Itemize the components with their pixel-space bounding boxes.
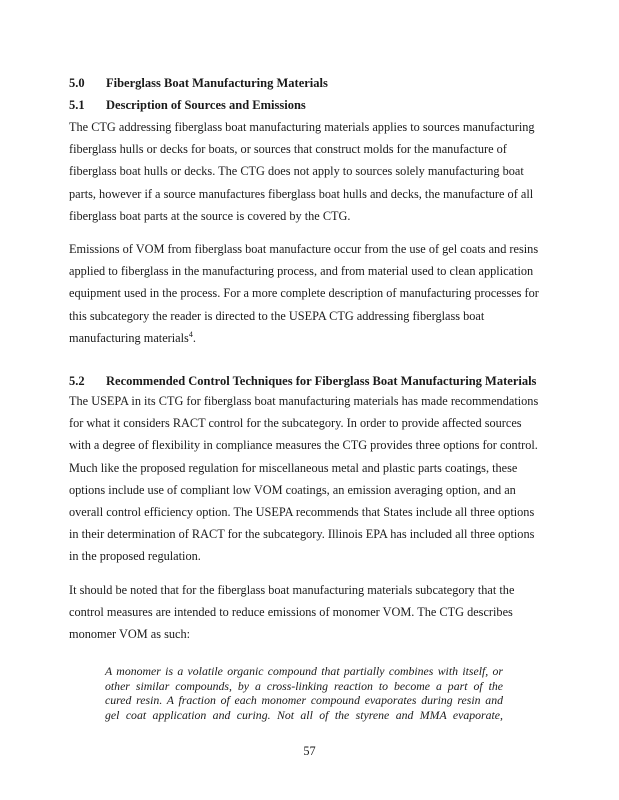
text-line: parts, however if a source manufactures fiberglass boat hulls and decks, the manufacture of all	[69, 186, 534, 201]
section-5-2-paragraph-1	[69, 390, 539, 568]
quote-line: gel coat application and curing. Not all of the styrene and MMA evaporate,	[105, 707, 503, 722]
section-5-2-heading	[69, 374, 536, 389]
section-number: 5.1	[69, 98, 85, 112]
text-line: options include use of compliant low VOM coatings, an emission averaging option, and an	[69, 482, 516, 497]
text-line: control measures are intended to reduce emissions of monomer VOM. The CTG describes	[69, 605, 513, 620]
text-line: It should be noted that for the fiberglass boat manufacturing materials subcategory that the	[69, 583, 515, 597]
text-line: fiberglass hulls or decks for boats, or sources that construct molds for the manufacture of	[69, 142, 507, 157]
text-line: this subcategory the reader is directed to the USEPA CTG addressing fiberglass boat	[69, 308, 485, 323]
text-line: fiberglass boat parts at the source is covered by the CTG.	[69, 208, 351, 223]
section-5-1-heading	[69, 98, 306, 113]
section-title: Description of Sources and Emissions	[106, 98, 306, 112]
section-number: 5.0	[69, 76, 85, 90]
text-line: equipment used in the process. For a more complete description of manufacturing processes for	[69, 286, 539, 301]
block-quote	[105, 664, 503, 722]
text-line	[69, 327, 539, 349]
text-line: applied to fiberglass in the manufacturing process, and from material used to clean application	[69, 264, 534, 279]
section-5-2-paragraph-2	[69, 579, 539, 646]
text-line: monomer VOM as such:	[69, 627, 191, 642]
text-line: fiberglass boat hulls or decks. The CTG does not apply to sources solely manufacturing boat	[69, 164, 524, 179]
section-title: Fiberglass Boat Manufacturing Materials	[106, 76, 328, 90]
section-5-0-heading	[69, 76, 328, 91]
section-title: Recommended Control Techniques for Fiberglass Boat Manufacturing Materials	[106, 374, 537, 388]
quote-line: cured resin. A fraction of each monomer compound evaporates during resin and	[105, 693, 503, 708]
text-line: overall control efficiency option. The USEPA recommends that States include all three options	[69, 505, 535, 520]
text-fragment: manufacturing materials	[69, 330, 189, 345]
text-fragment: .	[192, 330, 196, 345]
section-5-1-paragraph-1	[69, 116, 539, 227]
text-line: for what it considers RACT control for the subcategory. In order to provide affected sources	[69, 416, 522, 431]
text-line: Much like the proposed regulation for miscellaneous metal and plastic parts coatings, these	[69, 460, 518, 475]
page-number: 57	[303, 744, 316, 758]
quote-line: A monomer is a volatile organic compound that partially combines with itself, or	[105, 664, 503, 678]
section-number: 5.2	[69, 374, 85, 388]
quote-line: other similar compounds, by a cross-linking reaction to become a part of the	[105, 678, 503, 693]
text-line: Emissions of VOM from fiberglass boat manufacture occur from the use of gel coats and resins	[69, 242, 539, 256]
text-line: in the proposed regulation.	[69, 549, 201, 564]
text-line: The USEPA in its CTG for fiberglass boat manufacturing materials has made recommendations	[69, 394, 539, 408]
footnote-reference: 4	[188, 329, 193, 339]
text-line: with a degree of flexibility in compliance measures the CTG provides three options for control.	[69, 438, 538, 453]
text-line: The CTG addressing fiberglass boat manufacturing materials applies to sources manufacturing	[69, 120, 535, 134]
text-line: in their determination of RACT for the subcategory. Illinois EPA has included all three options	[69, 527, 535, 542]
section-5-1-paragraph-2	[69, 238, 539, 349]
